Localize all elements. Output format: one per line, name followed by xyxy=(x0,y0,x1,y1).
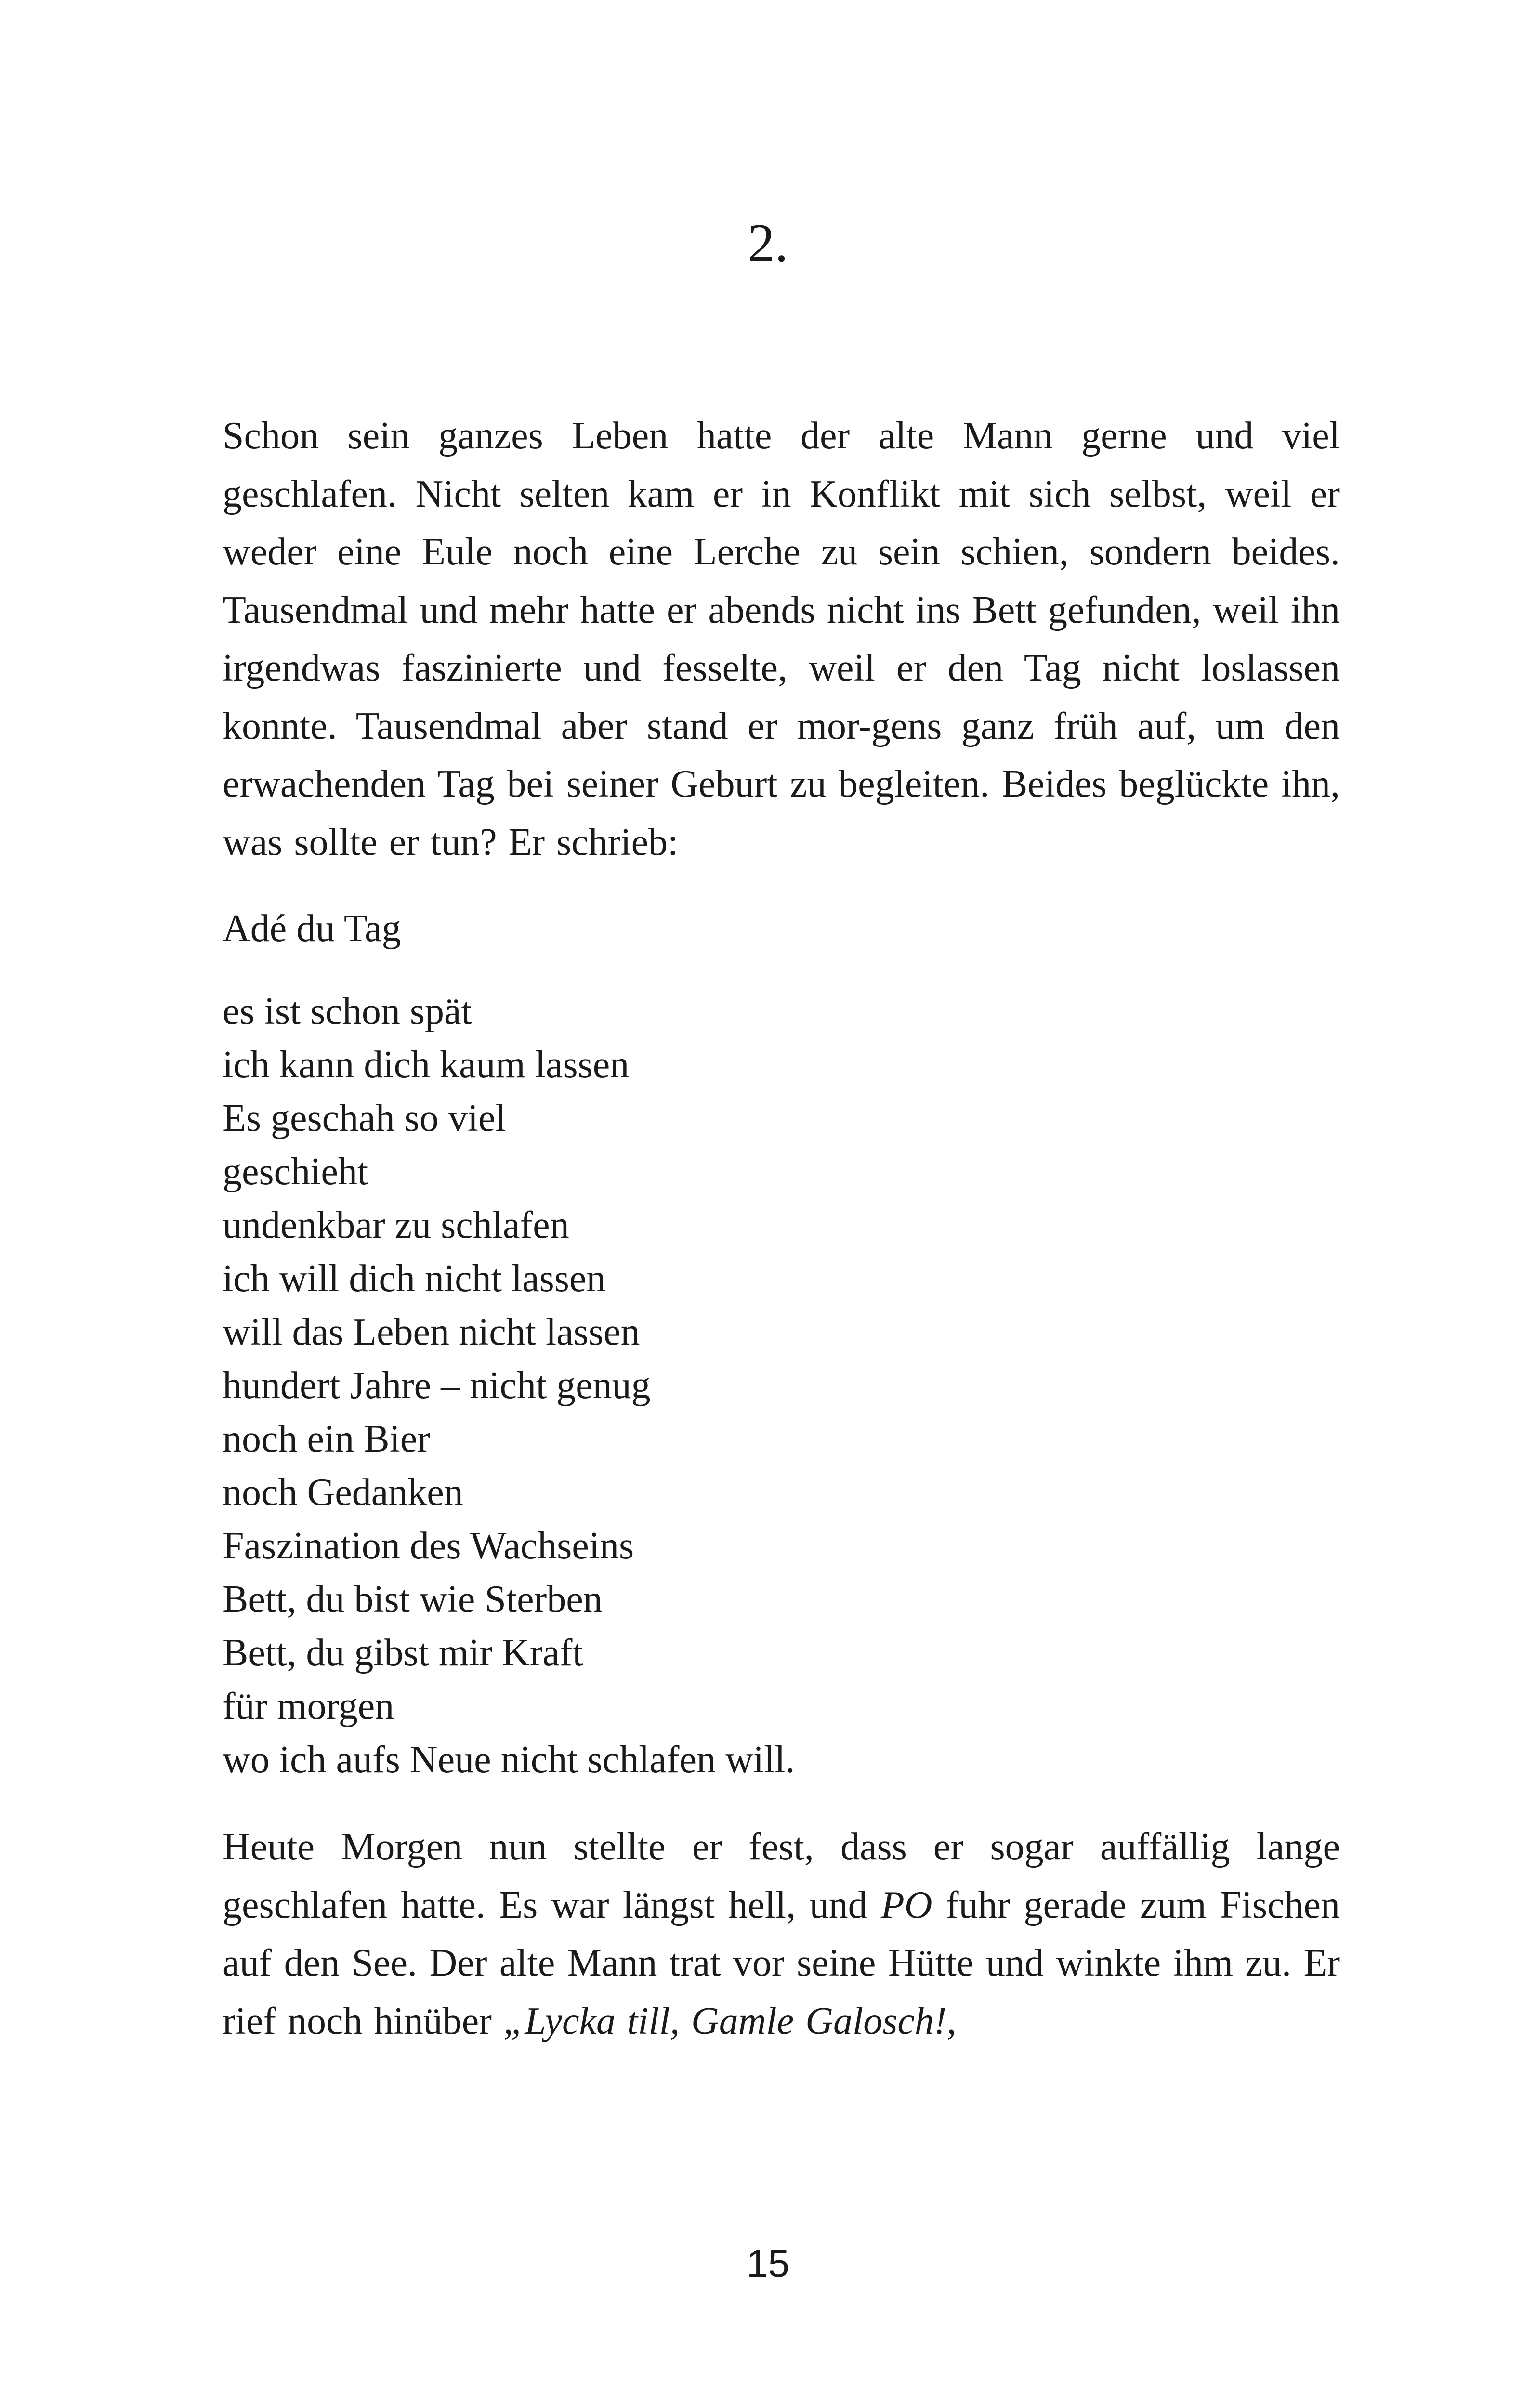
poem-line: noch ein Bier xyxy=(223,1418,430,1460)
paragraph-morning-text-2: fuhr gerade zum Fischen auf den See. Der alte Mann trat vor seine Hütte und winkte ihm zu. Er rief noch hinüber xyxy=(223,1884,1340,2042)
chapter-number: 2. xyxy=(748,213,788,273)
poem xyxy=(223,985,795,1787)
poem-line: es ist schon spät xyxy=(223,990,472,1033)
page-number: 15 xyxy=(747,2242,789,2285)
poem-line: will das Leben nicht lassen xyxy=(223,1311,640,1353)
poem-line: Faszination des Wachseins xyxy=(223,1525,634,1567)
poem-line: geschieht xyxy=(223,1151,368,1193)
poem-line: ich kann dich kaum lassen xyxy=(223,1044,630,1086)
poem-line: Es geschah so viel xyxy=(223,1097,506,1139)
poem-line: Bett, du gibst mir Kraft xyxy=(223,1632,583,1674)
character-name: PO xyxy=(880,1884,932,1926)
paragraph-morning-text-1: Heute Morgen nun stellte er fest, dass er sogar auffällig lange geschlafen hatte. Es war längst hell, und xyxy=(223,1826,1340,1926)
paragraph-morning xyxy=(223,1818,1340,2050)
poem-title: Adé du Tag xyxy=(223,907,401,950)
poem-line: undenkbar zu schlafen xyxy=(223,1204,569,1246)
poem-line: Bett, du bist wie Sterben xyxy=(223,1578,603,1621)
poem-line: für morgen xyxy=(223,1685,394,1727)
poem-line: wo ich aufs Neue nicht schlafen will. xyxy=(223,1739,795,1781)
quote-text: „Lycka till, Gamle Galosch!, xyxy=(503,2000,957,2042)
poem-line: noch Gedanken xyxy=(223,1471,463,1514)
paragraph-intro: Schon sein ganzes Leben hatte der alte Mann gerne und viel geschlafen. Nicht selten kam er in Konflikt mit sich selbst, weil er weder eine Eule noch eine Lerche zu sein schien, sondern beides. Tausendmal und mehr hatte er abends nicht ins Bett gefunden, weil ihn irgendwas faszinierte und fesselte, weil er den Tag nicht loslassen konnte. Tausendmal aber stand er mor-gens ganz früh auf, um den erwachenden Tag bei seiner Geburt zu begleiten. Beides beglückte ihn, was sollte er tun? Er schrieb: xyxy=(223,415,1340,864)
poem-line: ich will dich nicht lassen xyxy=(223,1257,606,1300)
poem-line: hundert Jahre – nicht genug xyxy=(223,1364,651,1407)
